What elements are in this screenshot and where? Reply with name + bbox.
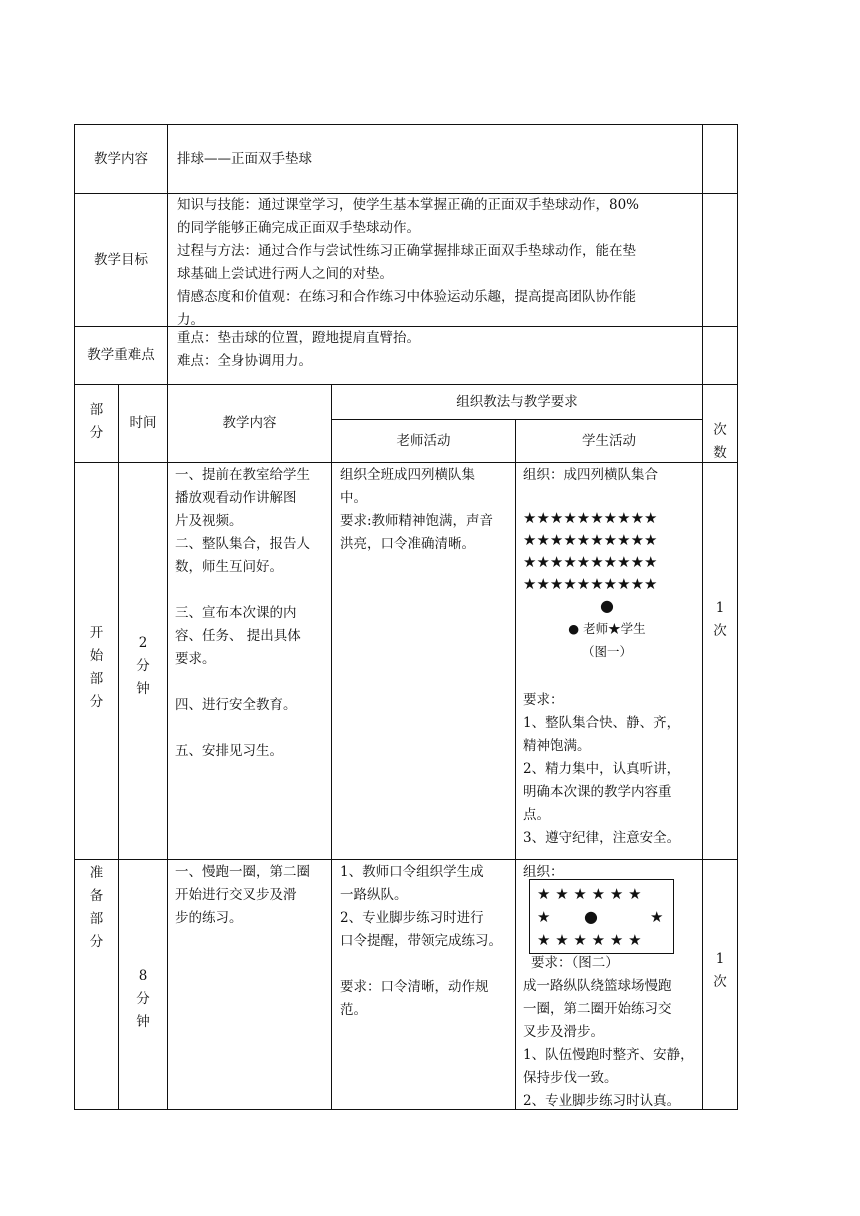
student-star-row: ★★★★★★★★★★ xyxy=(523,553,658,571)
header-org: 组织教法与教学要求 xyxy=(456,393,578,410)
section2-content: 一、慢跑一圈，第二圈 开始进行交叉步及滑 步的练习。 xyxy=(175,864,310,926)
figure-caption: （图一） xyxy=(581,644,632,659)
objective-line: 情感态度和价值观：在练习和合作练习中体验运动乐趣，提高提高团队协作能 xyxy=(177,289,636,305)
formation-legend: ● 老师★学生 xyxy=(568,621,646,636)
diagram-teacher-dot: ● xyxy=(584,907,598,926)
objective-line: 知识与技能：通过课堂学习，使学生基本掌握正确的正面双手垫球动作，80% xyxy=(177,197,640,213)
section2-teacher: 1、教师口令组织学生成 一路纵队。 2、专业脚步练习时进行 口令提醒，带领完成练习。 要求：口令清晰，动作规 范。 xyxy=(340,864,502,1018)
objective-line: 过程与方法：通过合作与尝试性练习正确掌握排球正面双手垫球动作，能在垫 xyxy=(177,243,636,259)
key-point-line: 难点：全身协调用力。 xyxy=(177,353,312,369)
section2-student-org: 组织： xyxy=(523,864,564,880)
header-student: 学生活动 xyxy=(582,432,636,449)
section1-teacher: 组织全班成四列横队集 中。 要求:教师精神饱满，声音 洪亮，口令准确清晰。 xyxy=(340,467,494,552)
header-count: 次 数 xyxy=(713,422,727,461)
objective-line: 力。 xyxy=(177,312,204,328)
key-point-line: 重点：垫击球的位置，蹬地提肩直臂抬。 xyxy=(177,330,420,346)
section1-student: 组织：成四列横队集合 ★★★★★★★★★★ ★★★★★★★★★★ ★★★★★★★★★★ ★★★★★★★★★★ ● ● 老师★学生 （图一） 要求： 1、整队集合快、静、齐， 精神饱满。 2、精力集中，认真听讲， 明确本次课的教学内容重 点。 3、遵守纪律，注意安全。 xyxy=(523,464,701,850)
section1-time: 2 分 钟 xyxy=(136,635,150,697)
header-part: 部 分 xyxy=(89,402,104,441)
header-time: 时间 xyxy=(129,415,157,431)
content-label: 教学内容 xyxy=(94,150,148,167)
section2-student-req: 成一路纵队绕篮球场慢跑 一圈，第二圈开始练习交 叉步及滑步。 1、队伍慢跑时整齐、安静， 保持步伐一致。 2、专业脚步练习时认真。 xyxy=(523,978,694,1109)
section2-part: 准 备 部 分 xyxy=(89,865,104,950)
key-points-text xyxy=(177,327,701,373)
content-value: 排球——正面双手垫球 xyxy=(177,151,312,167)
diagram-star-left: ★ xyxy=(537,908,551,926)
section1-part: 开 始 部 分 xyxy=(89,625,104,710)
section2-count: 1 次 xyxy=(713,951,727,990)
header-teacher: 老师活动 xyxy=(396,432,451,449)
section1-count: 1 次 xyxy=(713,600,727,639)
objectives-text xyxy=(177,194,701,332)
section1-content: 一、提前在教室给学生 播放观看动作讲解图 片及视频。 二、整队集合，报告人 数，师生互问好。 三、宣布本次课的内 容、任务、 提出具体 要求。 四、进行安全教育。 五、安排见习生。 xyxy=(175,467,310,759)
objective-line: 球基础上尝试进行两人之间的对垫。 xyxy=(177,266,393,282)
objective-line: 的同学能够正确完成正面双手垫球动作。 xyxy=(177,220,420,236)
section2-student-req-head: 要求：（图二） xyxy=(531,955,619,971)
diagram-star-right: ★ xyxy=(650,908,664,926)
student-star-row: ★★★★★★★★★★ xyxy=(523,531,658,549)
section2-time: 8 分 钟 xyxy=(136,968,150,1030)
header-content: 教学内容 xyxy=(222,415,277,431)
diagram-star-row-top: ★ ★ ★ ★ ★ ★ xyxy=(537,885,642,903)
diagram-star-row-bottom: ★ ★ ★ ★ ★ ★ xyxy=(537,931,642,949)
student-star-row: ★★★★★★★★★★ xyxy=(523,509,658,527)
teacher-dot: ● xyxy=(600,596,614,615)
student-org-text: 组织：成四列横队集合 xyxy=(523,467,658,483)
student-star-row: ★★★★★★★★★★ xyxy=(523,575,658,593)
key-points-label: 教学重难点 xyxy=(87,347,155,363)
objectives-label: 教学目标 xyxy=(94,251,148,268)
